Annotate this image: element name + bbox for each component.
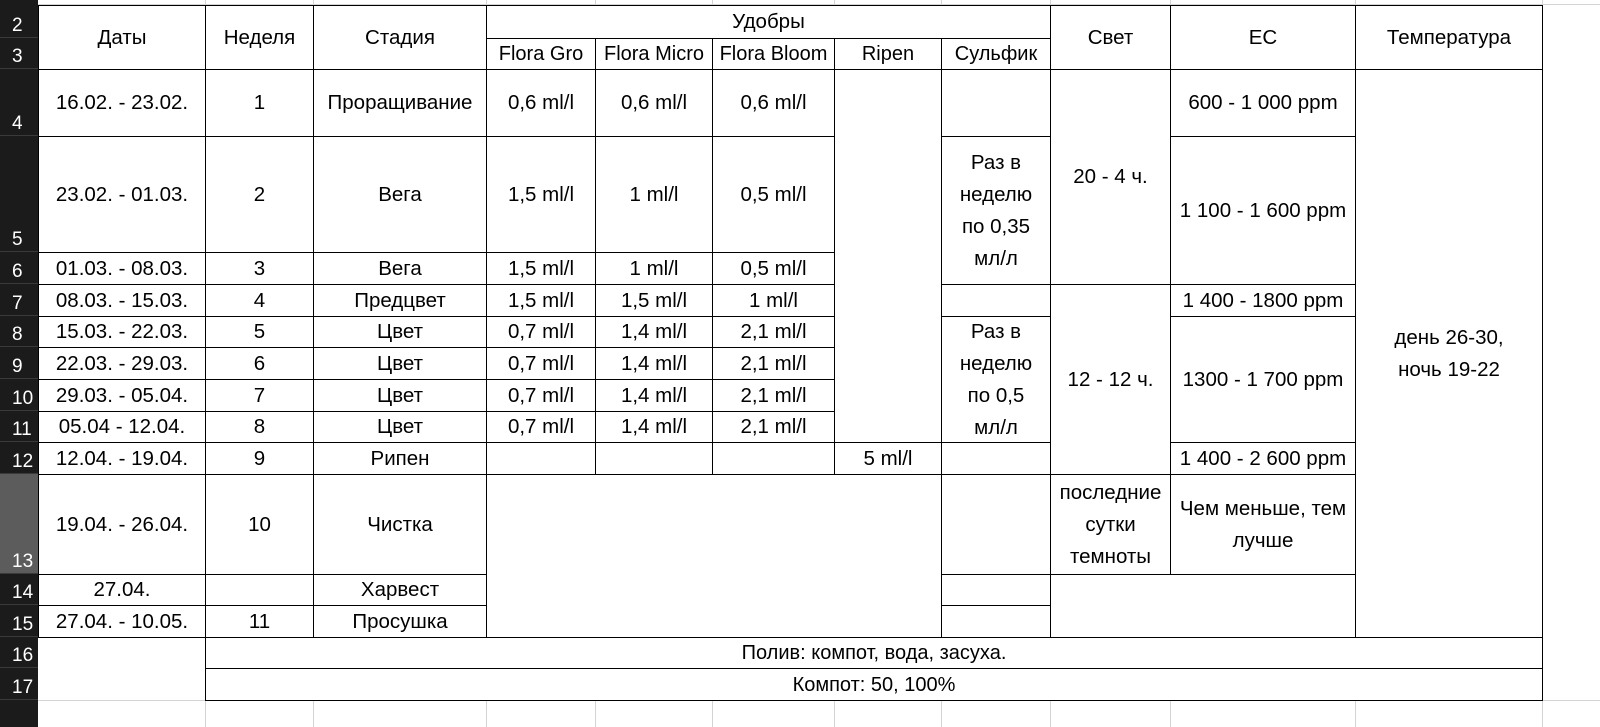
- cell-light-ec-empty[interactable]: [1050, 574, 1356, 638]
- cell-flora-gro[interactable]: 0,7 ml/l: [486, 316, 596, 348]
- cell-dates[interactable]: 08.03. - 15.03.: [38, 284, 206, 317]
- cell-week[interactable]: 11: [205, 605, 314, 638]
- cell-week[interactable]: 8: [205, 411, 314, 443]
- cell-sulfik-bloom[interactable]: Раз в неделю по 0,5 мл/л: [941, 316, 1051, 443]
- cell-light-last[interactable]: последние сутки темноты: [1050, 474, 1171, 575]
- cell-ripen-empty[interactable]: [834, 69, 942, 443]
- cell-stage[interactable]: Проращивание: [313, 69, 487, 137]
- cell-flora-bloom[interactable]: 2,1 ml/l: [712, 411, 835, 443]
- header-stage[interactable]: Стадия: [313, 5, 487, 70]
- cell-ec[interactable]: 1 400 - 2 600 ppm: [1170, 442, 1356, 475]
- cell-kompot-note[interactable]: Компот: 50, 100%: [205, 668, 1543, 701]
- row-number-selected[interactable]: 13: [0, 474, 38, 574]
- cell-sulfik-empty[interactable]: [941, 69, 1051, 137]
- cell-flora-micro[interactable]: 1,4 ml/l: [595, 379, 713, 412]
- row-number[interactable]: 11: [0, 411, 38, 442]
- cell-flora-bloom[interactable]: [712, 442, 835, 475]
- cell-week[interactable]: 6: [205, 347, 314, 380]
- cell-flora-micro[interactable]: [595, 442, 713, 475]
- cell-dates[interactable]: 22.03. - 29.03.: [38, 347, 206, 380]
- cell-dates[interactable]: 27.04. - 10.05.: [38, 605, 206, 638]
- cell-stage[interactable]: Харвест: [313, 574, 487, 606]
- cell-sulfik-empty[interactable]: [941, 605, 1051, 638]
- cell-flora-micro[interactable]: 1,4 ml/l: [595, 347, 713, 380]
- cell-week[interactable]: 10: [205, 474, 314, 575]
- cell-flora-bloom[interactable]: 2,1 ml/l: [712, 316, 835, 348]
- cell-week[interactable]: 9: [205, 442, 314, 475]
- cell-stage[interactable]: Чистка: [313, 474, 487, 575]
- cell-stage[interactable]: Просушка: [313, 605, 487, 638]
- cell-flora-micro[interactable]: 1,4 ml/l: [595, 316, 713, 348]
- header-ripen[interactable]: Ripen: [834, 38, 942, 70]
- header-fertilizers[interactable]: Удобры: [486, 5, 1051, 39]
- row-number[interactable]: 14: [0, 574, 38, 605]
- row-number[interactable]: 4: [0, 69, 38, 136]
- cell-flora-gro[interactable]: [486, 442, 596, 475]
- cell-week[interactable]: 1: [205, 69, 314, 137]
- cell-ec[interactable]: 1 100 - 1 600 ppm: [1170, 136, 1356, 285]
- cell-fertilizer-empty[interactable]: [486, 474, 942, 638]
- cell-watering-note[interactable]: Полив: компот, вода, засуха.: [205, 637, 1543, 669]
- header-flora-micro[interactable]: Flora Micro: [595, 38, 713, 70]
- row-number[interactable]: 8: [0, 316, 38, 347]
- row-number[interactable]: 12: [0, 442, 38, 474]
- cell-stage[interactable]: Вега: [313, 252, 487, 285]
- cell-sulfik-empty[interactable]: [941, 574, 1051, 606]
- cell-dates[interactable]: 16.02. - 23.02.: [38, 69, 206, 137]
- cell-flora-micro[interactable]: 1,4 ml/l: [595, 411, 713, 443]
- cell-flora-bloom[interactable]: 0,6 ml/l: [712, 69, 835, 137]
- cell-stage[interactable]: Цвет: [313, 316, 487, 348]
- cell-dates[interactable]: 23.02. - 01.03.: [38, 136, 206, 253]
- cell-week[interactable]: 3: [205, 252, 314, 285]
- cell-week[interactable]: 5: [205, 316, 314, 348]
- cell-flora-bloom[interactable]: 0,5 ml/l: [712, 252, 835, 285]
- cell-sulfik-empty[interactable]: [941, 442, 1051, 475]
- cell-dates[interactable]: 05.04 - 12.04.: [38, 411, 206, 443]
- cell-flora-gro[interactable]: 0,7 ml/l: [486, 347, 596, 380]
- header-ec[interactable]: EC: [1170, 5, 1356, 70]
- header-light[interactable]: Свет: [1050, 5, 1171, 70]
- cell-week[interactable]: 2: [205, 136, 314, 253]
- cell-flora-micro[interactable]: 0,6 ml/l: [595, 69, 713, 137]
- row-number[interactable]: 17: [0, 668, 38, 700]
- cell-light-veg[interactable]: 20 - 4 ч.: [1050, 69, 1171, 285]
- cell-week[interactable]: 4: [205, 284, 314, 317]
- cell-dates[interactable]: 27.04.: [38, 574, 206, 606]
- header-dates[interactable]: Даты: [38, 5, 206, 70]
- row-number[interactable]: 16: [0, 637, 38, 668]
- cell-flora-micro[interactable]: 1,5 ml/l: [595, 284, 713, 317]
- cell-flora-gro[interactable]: 0,6 ml/l: [486, 69, 596, 137]
- row-number[interactable]: 2: [0, 0, 38, 38]
- row-number[interactable]: 9: [0, 347, 38, 379]
- cell-flora-bloom[interactable]: 1 ml/l: [712, 284, 835, 317]
- header-sulfik[interactable]: Сульфик: [941, 38, 1051, 70]
- cell-ripen[interactable]: 5 ml/l: [834, 442, 942, 475]
- cell-dates[interactable]: 12.04. - 19.04.: [38, 442, 206, 475]
- row-number[interactable]: 15: [0, 605, 38, 637]
- row-number[interactable]: 3: [0, 38, 38, 69]
- header-flora-bloom[interactable]: Flora Bloom: [712, 38, 835, 70]
- cell-flora-gro[interactable]: 0,7 ml/l: [486, 379, 596, 412]
- row-number[interactable]: 7: [0, 284, 38, 316]
- cell-stage[interactable]: Цвет: [313, 347, 487, 380]
- cell-flora-bloom[interactable]: 2,1 ml/l: [712, 379, 835, 412]
- row-number[interactable]: 6: [0, 252, 38, 284]
- cell-ec[interactable]: Чем меньше, тем лучше: [1170, 474, 1356, 575]
- cell-week[interactable]: 7: [205, 379, 314, 412]
- header-flora-gro[interactable]: Flora Gro: [486, 38, 596, 70]
- header-temperature[interactable]: Температура: [1355, 5, 1543, 70]
- cell-light-bloom[interactable]: 12 - 12 ч.: [1050, 284, 1171, 475]
- cell-flora-gro[interactable]: 1,5 ml/l: [486, 252, 596, 285]
- cell-flora-micro[interactable]: 1 ml/l: [595, 252, 713, 285]
- cell-ec[interactable]: 1 400 - 1800 ppm: [1170, 284, 1356, 317]
- cell-dates[interactable]: 29.03. - 05.04.: [38, 379, 206, 412]
- cell-flora-gro[interactable]: 0,7 ml/l: [486, 411, 596, 443]
- cell-sulfik-veg[interactable]: Раз в неделю по 0,35 мл/л: [941, 136, 1051, 285]
- row-number[interactable]: 10: [0, 379, 38, 411]
- cell-flora-gro[interactable]: 1,5 ml/l: [486, 136, 596, 253]
- cell-dates[interactable]: 19.04. - 26.04.: [38, 474, 206, 575]
- cell-flora-micro[interactable]: 1 ml/l: [595, 136, 713, 253]
- row-number[interactable]: 5: [0, 136, 38, 252]
- cell-sulfik-empty[interactable]: [941, 284, 1051, 317]
- cell-week[interactable]: [205, 574, 314, 606]
- cell-stage[interactable]: Вега: [313, 136, 487, 253]
- cell-flora-bloom[interactable]: 0,5 ml/l: [712, 136, 835, 253]
- cell-dates[interactable]: 15.03. - 22.03.: [38, 316, 206, 348]
- cell-stage[interactable]: Предцвет: [313, 284, 487, 317]
- cell-ec[interactable]: 1300 - 1 700 ppm: [1170, 316, 1356, 443]
- cell-stage[interactable]: Рипен: [313, 442, 487, 475]
- cell-stage[interactable]: Цвет: [313, 411, 487, 443]
- cell-dates[interactable]: 01.03. - 08.03.: [38, 252, 206, 285]
- cell-stage[interactable]: Цвет: [313, 379, 487, 412]
- cell-temperature[interactable]: день 26-30, ночь 19-22: [1355, 69, 1543, 638]
- cell-sulfik-empty[interactable]: [941, 474, 1051, 575]
- cell-flora-gro[interactable]: 1,5 ml/l: [486, 284, 596, 317]
- row-header-column: [0, 0, 38, 727]
- header-week[interactable]: Неделя: [205, 5, 314, 70]
- cell-flora-bloom[interactable]: 2,1 ml/l: [712, 347, 835, 380]
- cell-ec[interactable]: 600 - 1 000 ppm: [1170, 69, 1356, 137]
